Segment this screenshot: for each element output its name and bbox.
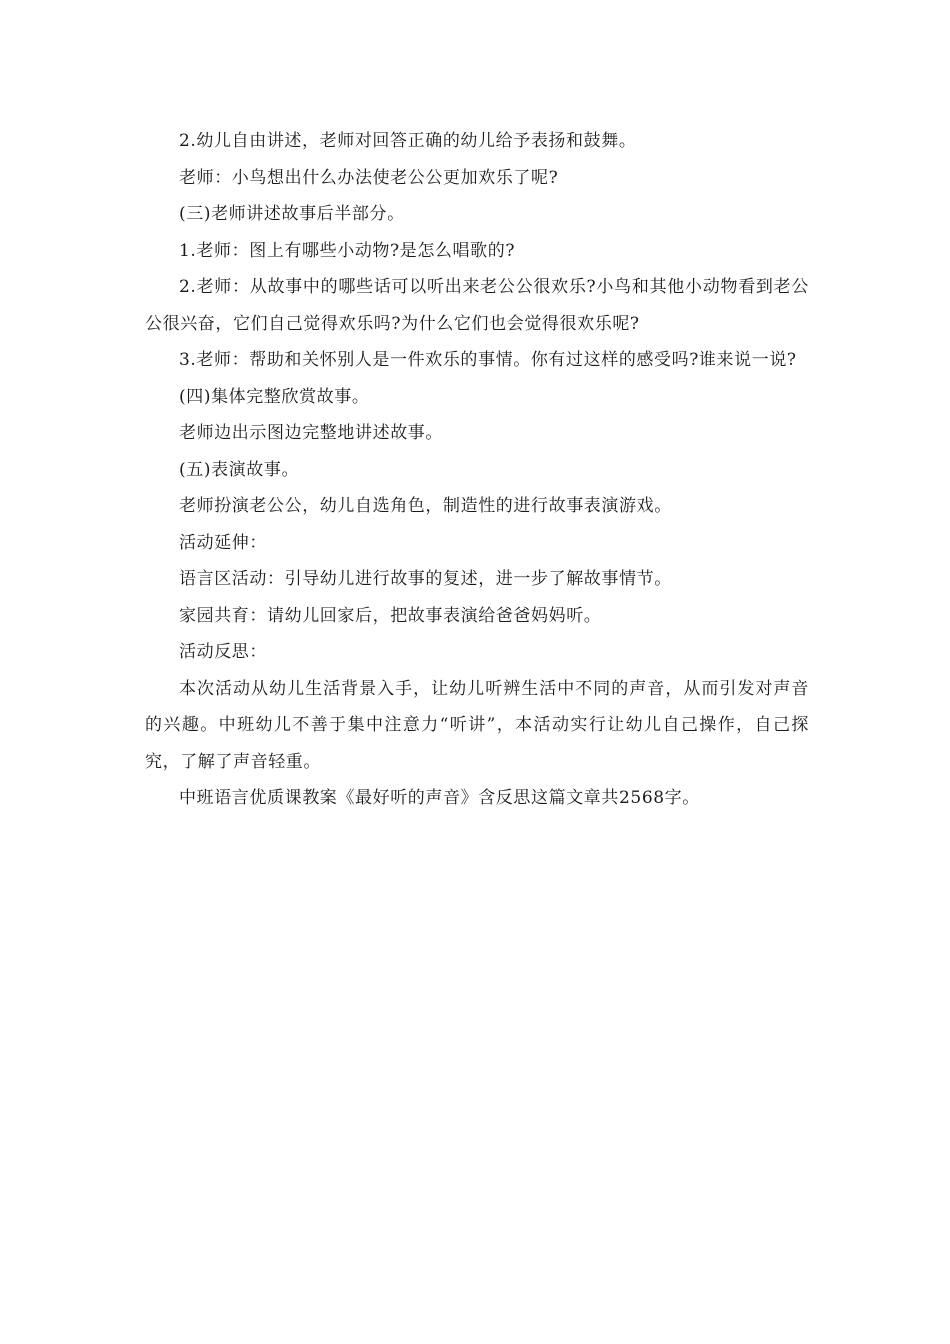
article-summary: 中班语言优质课教案《最好听的声音》含反思这篇文章共2568字。 xyxy=(179,788,700,808)
paragraph: 老师边出示图边完整地讲述故事。 xyxy=(179,423,443,443)
paragraph: 家园共育：请幼儿回家后，把故事表演给爸爸妈妈听。 xyxy=(179,605,602,626)
section-heading: (三)老师讲述故事后半部分。 xyxy=(179,204,405,224)
paragraph: 语言区活动：引导幼儿进行故事的复述，进一步了解故事情节。 xyxy=(179,569,672,589)
paragraph: 2.幼儿自由讲述，老师对回答正确的幼儿给予表扬和鼓舞。 xyxy=(179,131,637,151)
section-heading: 活动延伸： xyxy=(179,532,267,553)
section-heading: (四)集体完整欣赏故事。 xyxy=(179,386,370,407)
paragraph: 本次活动从幼儿生活背景入手，让幼儿听辨生活中不同的声音，从而引发对声音的兴趣。中班幼儿不善于集中注意力“听讲”，本活动实行让幼儿自己操作，自己探究，了解了声音轻重。 xyxy=(145,678,809,772)
paragraph: 1.老师：图上有哪些小动物?是怎么唱歌的? xyxy=(179,240,516,261)
paragraph: 3.老师：帮助和关怀别人是一件欢乐的事情。你有过这样的感受吗?谁来说一说? xyxy=(179,350,797,370)
paragraph: 老师扮演老公公，幼儿自选角色，制造性的进行故事表演游戏。 xyxy=(179,496,672,516)
section-heading: (五)表演故事。 xyxy=(179,459,300,480)
section-heading: 活动反思： xyxy=(179,642,267,662)
paragraph: 2.老师：从故事中的哪些话可以听出来老公公很欢乐?小鸟和其他小动物看到老公公很兴奋，它们自己觉得欢乐吗?为什么它们也会觉得很欢乐呢? xyxy=(145,277,809,334)
document-body xyxy=(145,123,809,817)
paragraph: 老师：小鸟想出什么办法使老公公更加欢乐了呢? xyxy=(179,167,559,188)
